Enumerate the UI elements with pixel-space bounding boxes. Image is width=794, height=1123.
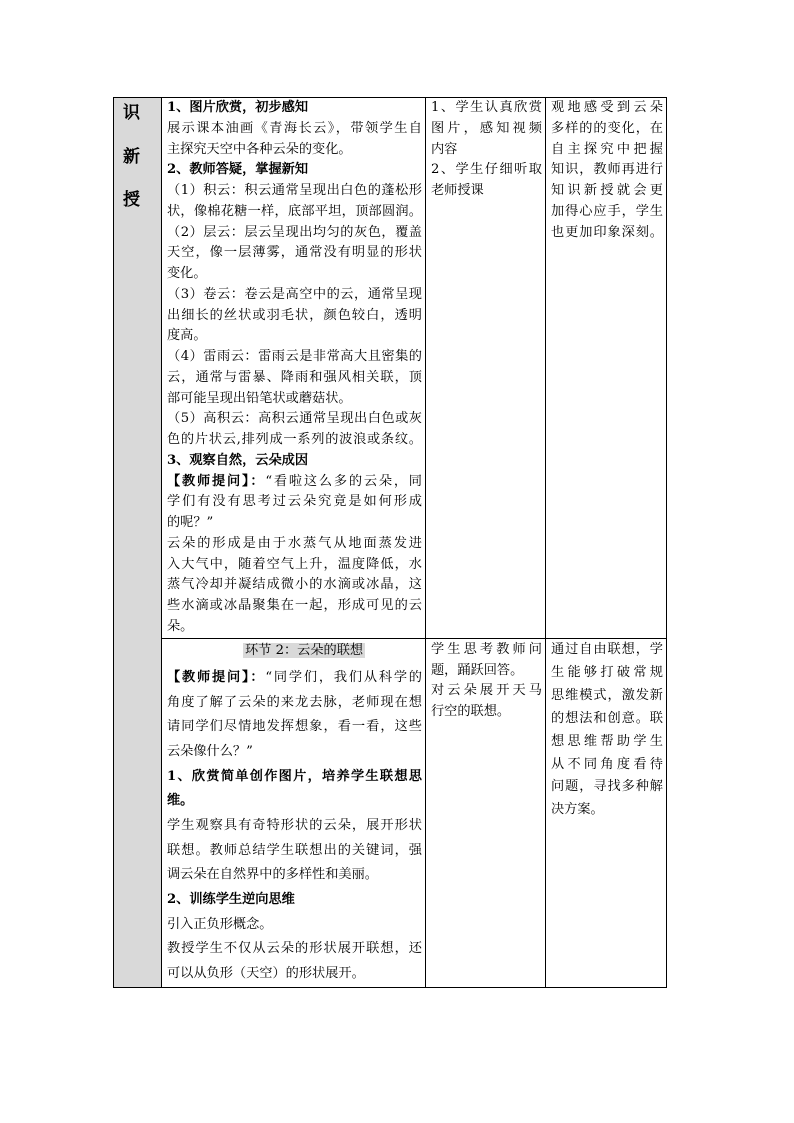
teacher-activity-line: 联想。教师总结学生联想出的关键词，强 [167,842,422,858]
teacher-activity-line: （5）高积云：高积云通常呈现出白色或灰 [167,411,422,427]
section-label-cell [114,98,162,988]
teacher-activity-line: 朵。 [167,618,194,634]
teacher-activity-line: 云朵像什么？” [167,744,253,760]
teacher-activity-line: 引入正负形概念。 [167,916,273,932]
teacher-activity-line: 云，通常与雷暴、降雨和强风相关联，顶 [167,369,422,385]
student-activity-line: 对云朵展开天马 [431,683,542,699]
design-intent-line: 通过自由联想，学 [551,642,663,657]
design-intent-cell [546,639,667,988]
teacher-activity-line: 角度了解了云朵的来龙去脉，老师现在想 [167,694,422,710]
teacher-activity-line: 主探究天空中各种云朵的变化。 [167,141,352,157]
design-intent-line: 从不同角度看待 [551,756,663,772]
segment-title-line [167,639,422,663]
teacher-activity-line: 部可能呈现出铅笔状或蘑菇状。 [167,390,352,406]
student-activity-line: 2、学生仔细听取 [431,162,542,178]
section-heading: 2、训练学生逆向思维 [167,892,295,908]
student-activity-line: 题，踊跃回答。 [431,662,524,678]
teacher-activity-line: 学们有没有思考过云朵究竟是如何形成 [167,494,422,510]
design-intent-line: 也更加印象深刻。 [551,224,663,240]
section-label-char: 新 [123,146,140,167]
teacher-activity-cell [162,639,426,988]
teacher-activity-line: 的呢？” [167,515,214,530]
teacher-activity-line: 调云朵在自然界中的多样性和美丽。 [167,867,378,883]
teacher-activity-line: 可以从负形（天空）的形状展开。 [167,966,365,982]
student-activity-line: 内容 [431,141,458,157]
teacher-activity-line: 教授学生不仅从云朵的形状展开联想，还 [167,941,422,957]
student-activity-line: 行空的联想。 [431,704,511,720]
section-heading: 1、图片欣赏，初步感知 [167,100,309,115]
design-intent-line: 观地感受到云朵 [551,100,663,115]
design-intent-line: 知识，教师再进行 [551,162,663,178]
design-intent-line: 生能够打破常规 [551,664,663,680]
teacher-question-label: 【教师提问】： [167,473,266,489]
teacher-question-text: “看啦这么多的云朵，同 [265,473,422,489]
section-label-char: 授 [123,190,140,210]
design-intent-line: 知识新授就会更 [551,183,663,198]
teacher-activity-line: 云朵的形成是由于水蒸气从地面蒸发进 [167,535,422,551]
teacher-activity-line: 出细长的丝状或羽毛状，颜色较白，透明 [167,307,422,323]
teacher-activity-line: 天空，像一层薄雾，通常没有明显的形状 [167,245,422,261]
teacher-activity-line: （4）雷雨云：雷雨云是非常高大且密集的 [167,349,422,364]
student-activity-line: 图片，感知视频 [431,120,542,136]
section-label-char: 识 [123,103,140,123]
segment-title: 环节 2：云朵的联想 [245,643,364,658]
teacher-activity-line: 些水滴或冰晶聚集在一起，形成可见的云 [167,598,422,613]
section-heading: 3、观察自然，云朵成因 [167,452,309,468]
teacher-activity-line: 状，像棉花糖一样，底部平坦，顶部圆润。 [167,203,422,219]
teacher-activity-line: （3）卷云：卷云是高空中的云，通常呈现 [167,286,422,302]
design-intent-line: 加得心应手，学生 [551,203,663,219]
teacher-question-line [167,666,422,691]
teacher-activity-line: 展示课本油画《青海长云》，带领学生自 [167,120,422,136]
student-activity-line: 1、学生认真欣赏 [431,100,542,115]
teacher-activity-line: 请同学们尽情地发挥想象，看一看，这些 [167,719,422,735]
section-heading: 维。 [167,793,194,809]
teacher-question-text: “同学们，我们从科学的 [265,670,422,685]
teacher-activity-line: 入大气中，随着空气上升，温度降低，水 [167,556,422,572]
design-intent-line: 的想法和创意。联 [551,710,663,726]
teacher-question-label: 【教师提问】： [167,670,266,685]
section-heading: 1、欣赏简单创作图片，培养学生联想思 [167,768,422,784]
student-activity-cell [426,639,546,988]
design-intent-cell [546,98,667,639]
section-heading: 2、教师答疑，掌握新知 [167,162,309,178]
design-intent-line: 决方案。 [551,802,604,818]
teacher-activity-line: （2）层云：层云呈现出均匀的灰色，覆盖 [167,224,422,240]
teacher-activity-line: 学生观察具有奇特形状的云朵，展开形状 [167,818,422,834]
student-activity-line: 学生思考教师问 [431,642,542,657]
design-intent-line: 自主探究中把握 [551,141,663,157]
lesson-plan-table [113,97,667,988]
teacher-activity-line: 色的片状云,排列成一系列的波浪或条纹。 [167,432,422,447]
teacher-activity-line: 度高。 [167,328,207,344]
teacher-activity-line: 蒸气冷却并凝结成微小的水滴或冰晶，这 [167,577,422,593]
design-intent-line: 多样的的变化，在 [551,120,663,136]
design-intent-line: 思维模式，激发新 [551,687,663,703]
student-activity-line: 老师授课 [431,183,484,198]
teacher-activity-cell [162,98,426,639]
design-intent-line: 问题，寻找多种解 [551,779,663,795]
teacher-activity-line: （1）积云：积云通常呈现出白色的蓬松形 [167,183,422,198]
student-activity-cell [426,98,546,639]
teacher-question-line [167,472,422,493]
design-intent-line: 想思维帮助学生 [551,733,663,749]
teacher-activity-line: 变化。 [167,266,207,281]
